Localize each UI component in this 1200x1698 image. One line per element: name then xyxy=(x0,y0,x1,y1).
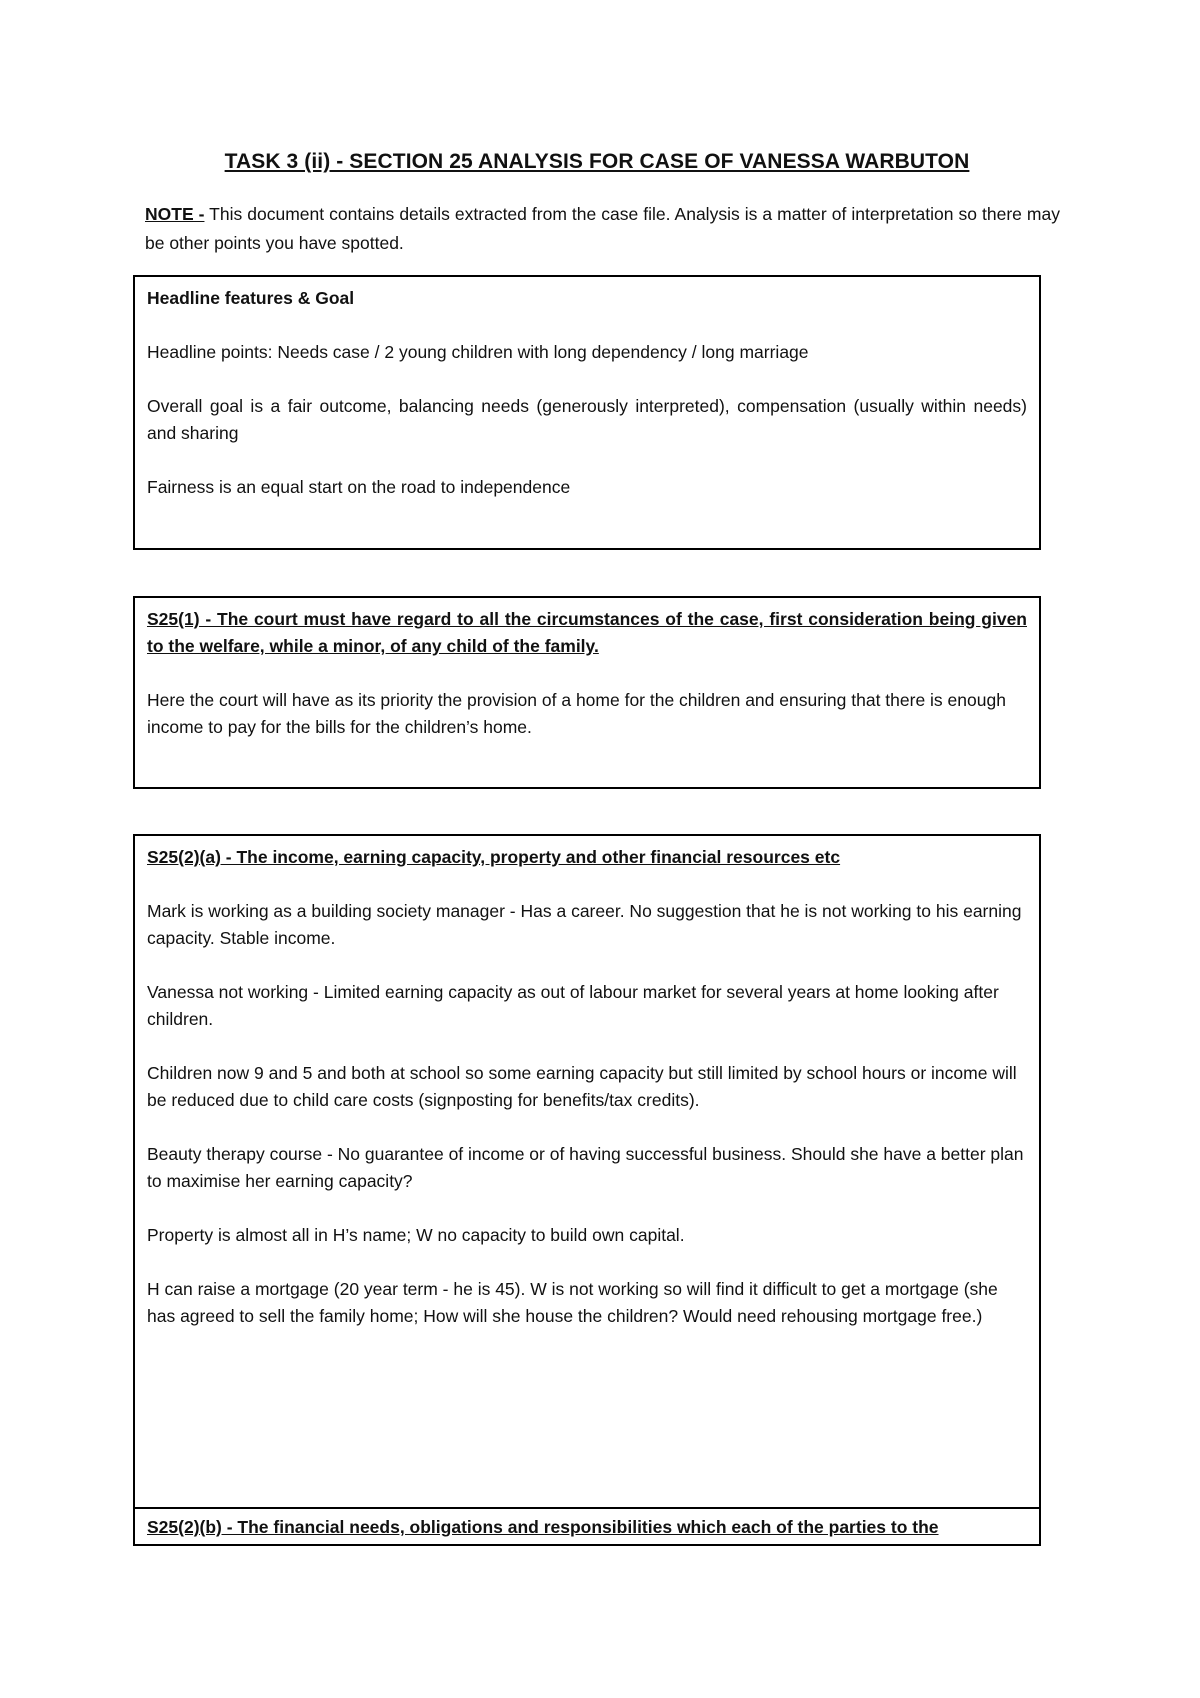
note-label: NOTE - xyxy=(145,204,205,224)
s25-2b-heading: S25(2)(b) - The financial needs, obligations and responsibilities which each of the parties to the xyxy=(147,1517,939,1537)
headline-features-box xyxy=(133,275,1041,550)
s25-2a-paragraph-mark: Mark is working as a building society manager - Has a career. No suggestion that he is not working to his earning capacity. Stable income. xyxy=(147,901,1022,948)
s25-2a-paragraph-vanessa: Vanessa not working - Limited earning capacity as out of labour market for several years at home looking after children. xyxy=(147,982,999,1029)
s25-2a-paragraph-children: Children now 9 and 5 and both at school so some earning capacity but still limited by school hours or income will be reduced due to child care costs (signposting for benefits/tax credits). xyxy=(147,1063,1017,1110)
note-paragraph xyxy=(145,200,1060,258)
fairness-statement: Fairness is an equal start on the road to independence xyxy=(147,477,571,497)
headline-points: Headline points: Needs case / 2 young children with long dependency / long marriage xyxy=(147,342,809,362)
s25-2a-paragraph-mortgage: H can raise a mortgage (20 year term - he is 45). W is not working so will find it difficult to get a mortgage (she has agreed to sell the family home; How will she house the children? Would need rehousing mortgage free.) xyxy=(147,1279,998,1326)
s25-1-heading: S25(1) - The court must have regard to all the circumstances of the case, first consideration being given to the welfare, while a minor, of any child of the family. xyxy=(147,609,1027,656)
s25-2a-paragraph-property: Property is almost all in H’s name; W no capacity to build own capital. xyxy=(147,1225,685,1245)
note-text: This document contains details extracted from the case file. Analysis is a matter of interpretation so there may be other points you have spotted. xyxy=(145,204,1060,253)
headline-heading: Headline features & Goal xyxy=(147,288,355,308)
document-title: TASK 3 (ii) - SECTION 25 ANALYSIS FOR CASE OF VANESSA WARBUTON xyxy=(224,150,970,173)
overall-goal: Overall goal is a fair outcome, balancing needs (generously interpreted), compensation (usually within needs) and sharing xyxy=(147,396,1027,443)
s25-2b-box xyxy=(133,1507,1041,1546)
s25-2a-paragraph-beauty-course: Beauty therapy course - No guarantee of income or of having successful business. Should she have a better plan to maximise her earning capacity? xyxy=(147,1144,1024,1191)
s25-1-paragraph: Here the court will have as its priority the provision of a home for the children and ensuring that there is enough income to pay for the bills for the children’s home. xyxy=(147,690,1006,737)
s25-1-box xyxy=(133,596,1041,789)
s25-2a-box xyxy=(133,834,1041,1509)
s25-2a-heading: S25(2)(a) - The income, earning capacity, property and other financial resources etc xyxy=(147,847,841,867)
